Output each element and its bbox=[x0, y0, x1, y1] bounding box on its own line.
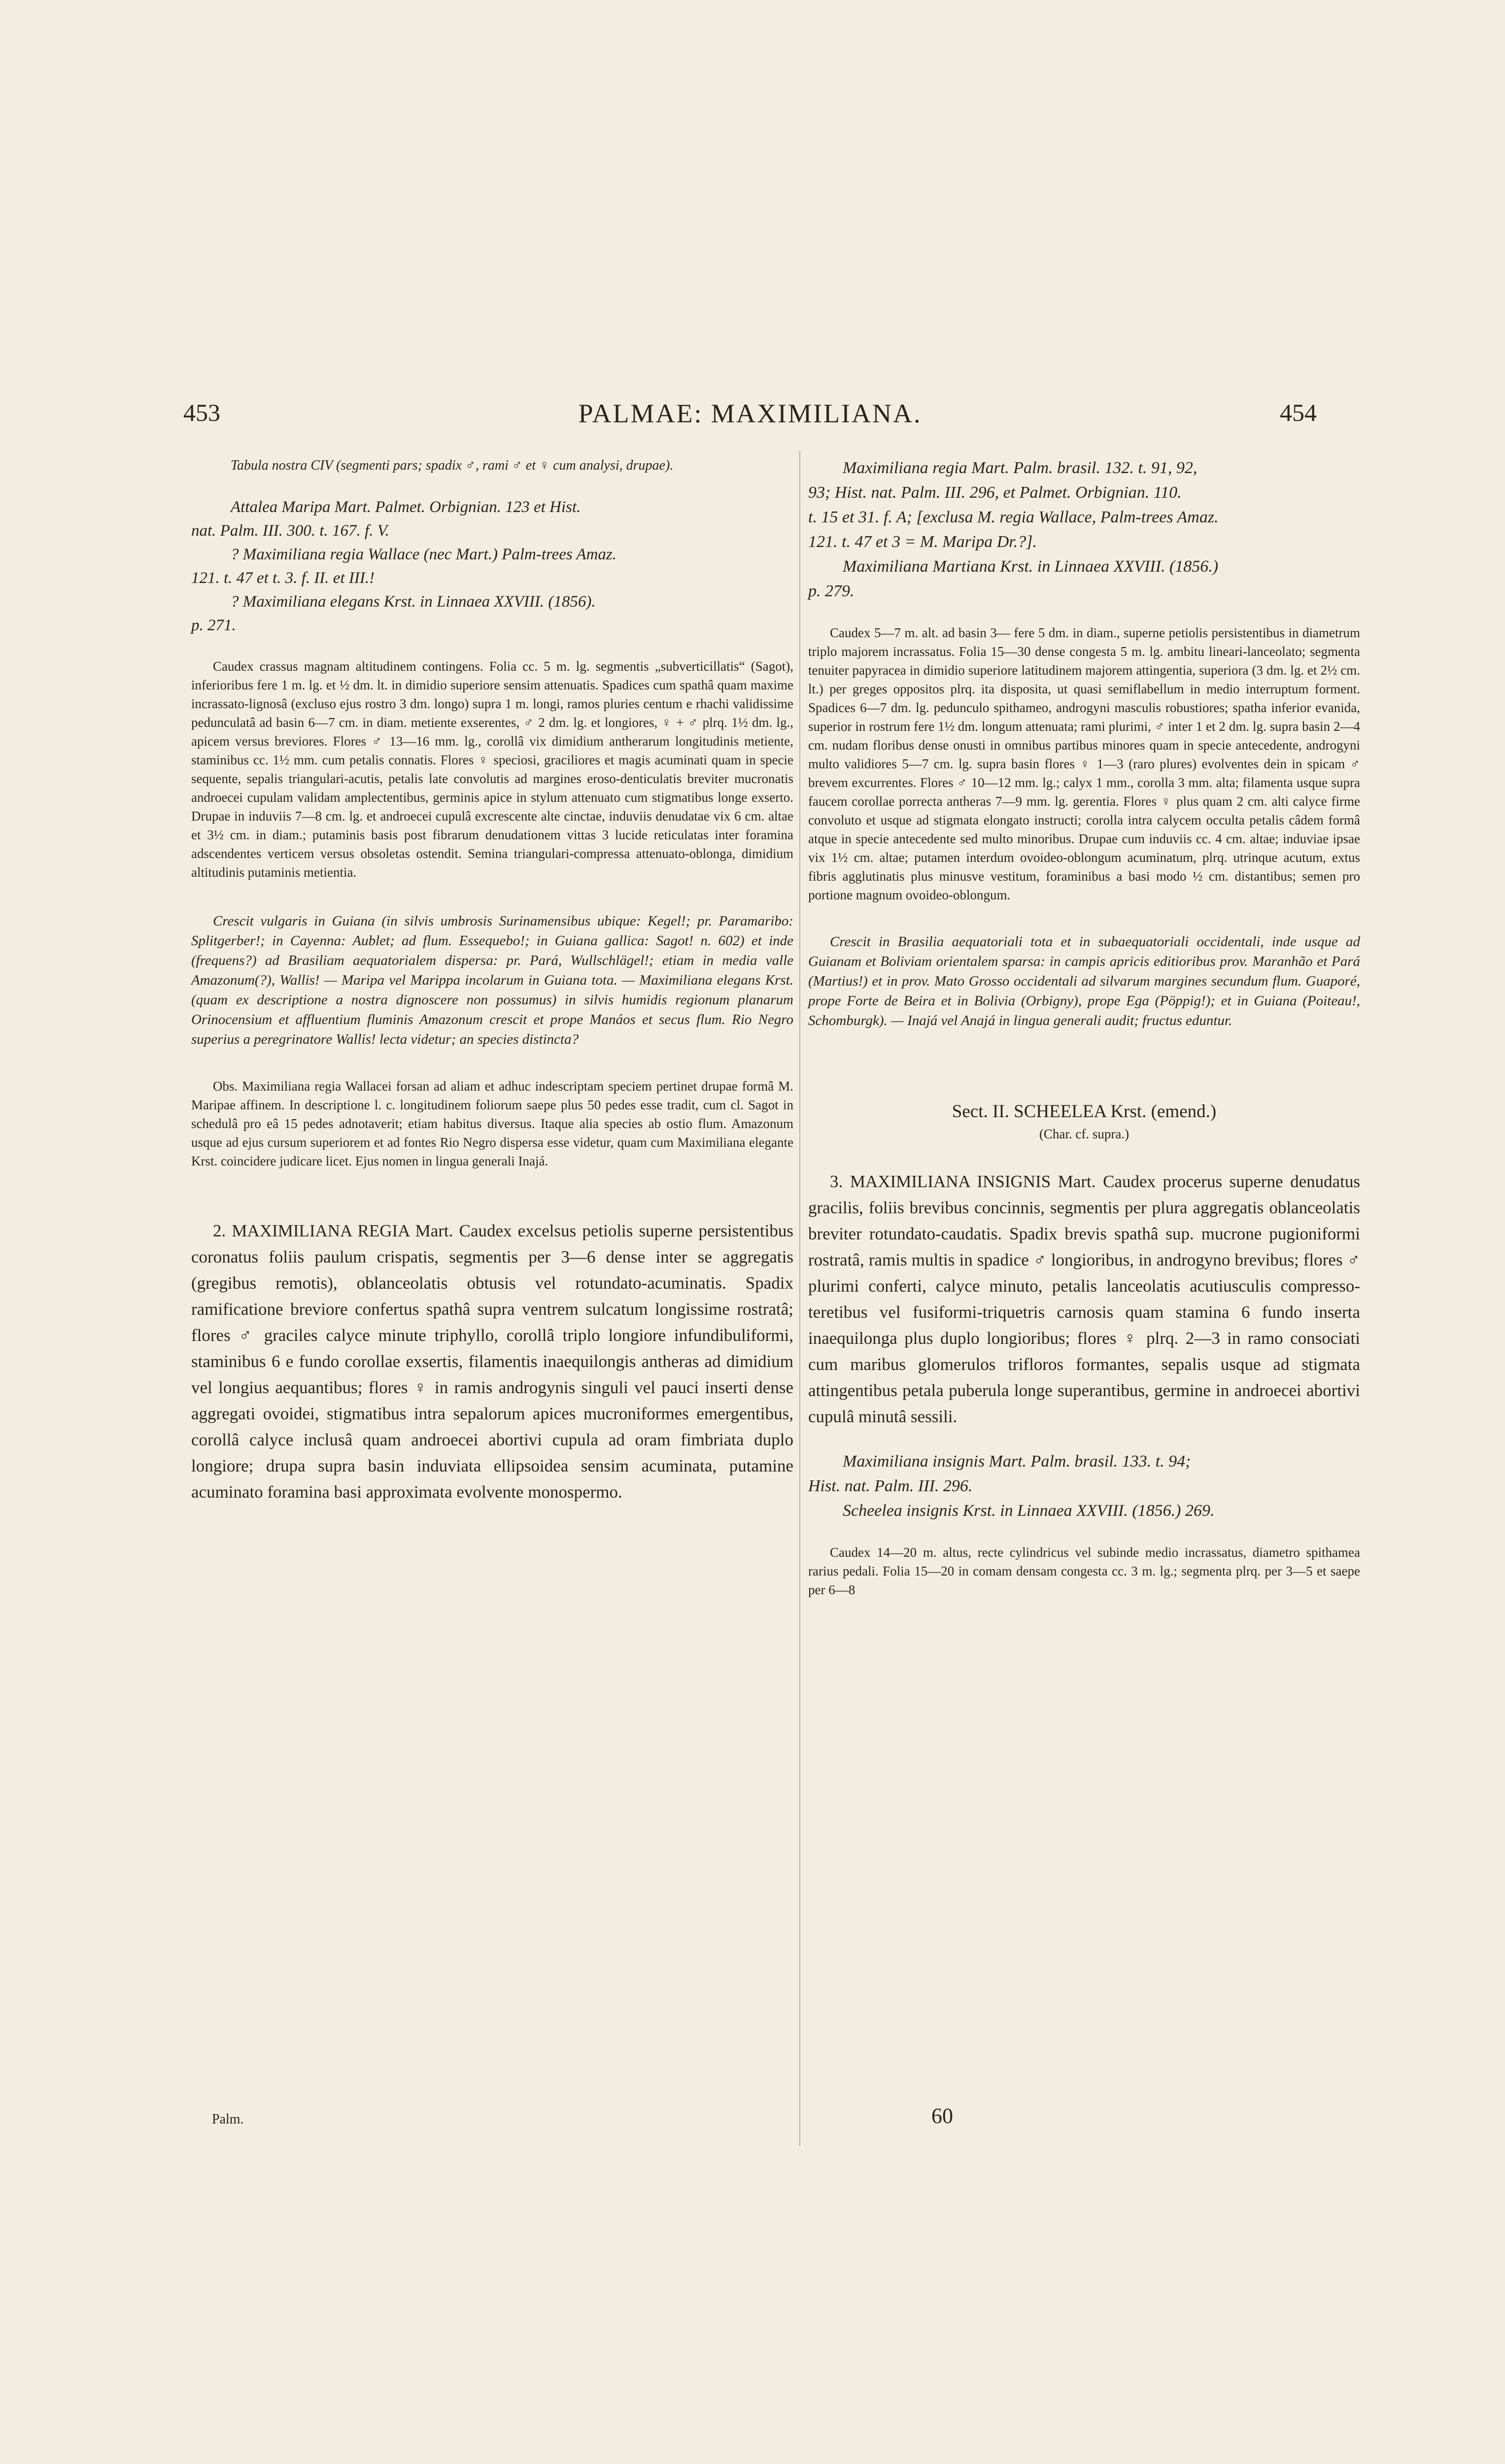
synonymy-block bbox=[191, 495, 793, 637]
synonym-line: p. 271. bbox=[191, 616, 236, 634]
species-diagnosis-text: Caudex excelsus petiolis superne persistentibus coronatus foliis paulum crispatis, segmentis per 3—6 dense inter se aggregatis (gregibus remotis), oblanceolatis obtusis vel rotundato-acuminatis. Spadix ramificatione breviore confertus spathâ supra ventrem sulcatum longissime rostratâ; flores ♂ graciles calyce minute triphyllo, corollâ triplo longiore infundibuliformi, staminibus 6 e fundo corollae exsertis, filamentis inaequilongis antheras ad dimidium vel longius aequantibus; flores ♀ in ramis androgynis singuli vel pauci inserti dense aggregati ovoidei, stigmatibus intra sepalorum apices mucroniformes emergentibus, corollâ calyce inclusâ quam androecei abortivi cupula ad oram fimbriata duplo longiore; drupa supra basin induviata ellipsoidea sensim acuminata, putamine acuminato foramina basi approximata evolvente monospermo. bbox=[191, 1221, 793, 1502]
description-paragraph: Caudex 14—20 m. altus, recte cylindricus vel subinde medio incrassatus, diametro spithamea rarius pedali. Folia 15—20 in comam densam congesta cc. 3 m. lg.; segmenta plrq. per 3—5 et saepe per 6—8 bbox=[808, 1545, 1360, 1597]
synonymy-block bbox=[808, 456, 1360, 604]
synonym-line: ? Maximiliana elegans Krst. in Linnaea XXVIII. (1856). bbox=[231, 593, 596, 611]
synonym-line: 93; Hist. nat. Palm. III. 296, et Palmet. Orbignian. 110. bbox=[808, 483, 1182, 502]
synonymy-block bbox=[808, 1449, 1360, 1523]
species-heading: 2. MAXIMILIANA REGIA Mart. bbox=[213, 1221, 453, 1240]
synonym-line: ? Maximiliana regia Wallace (nec Mart.) Palm-trees Amaz. bbox=[231, 546, 616, 563]
running-title: PALMAE: MAXIMILIANA. bbox=[578, 399, 922, 428]
section-heading: Sect. II. SCHEELEA Krst. (emend.) bbox=[952, 1101, 1217, 1122]
habitat-paragraph: Crescit in Brasilia aequatoriali tota et in subaequatoriali occidentali, inde usque ad Guianam et Boliviam orientalem sparsa: in campis apricis editioribus prov. Maranhão et Pará (Martius!) et in prov. Mato Grosso occidentali ad silvarum margines secundum flum. Guaporé, prope Forte de Beira et in Bolivia (Orbigny), prope Ega (Pöppig!); et in Guiana (Poiteau!, Schomburgk). — Inajá vel Anajá in lingua generali audit; fructus eduntur. bbox=[808, 934, 1360, 1028]
signature-mark: 60 bbox=[931, 2104, 953, 2128]
observation-paragraph: Obs. Maximiliana regia Wallacei forsan ad aliam et adhuc indescriptam speciem pertinet drupae formâ M. Maripae affinem. In descriptione l. c. longitudinem foliorum saepe plus 50 pedes esse tradit, cum cl. Sagot in schedulâ pro eâ 15 pedes adnotaverit; etiam habitus diversus. Itaque alia species ab ostio flum. Amazonum usque ad ejus cursum superiorem et ad fontes Rio Negro dispersa esse videtur, quam cum Maximiliana elegante Krst. coincidere judicare licet. Ejus nomen in lingua generali Inajá. bbox=[191, 1079, 793, 1168]
synonym-line: Maximiliana regia Mart. Palm. brasil. 132. t. 91, 92, bbox=[843, 459, 1197, 477]
synonym-line: t. 15 et 31. f. A; [exclusa M. regia Wallace, Palm-trees Amaz. bbox=[808, 508, 1219, 526]
species-heading: 3. MAXIMILIANA INSIGNIS Mart. bbox=[830, 1172, 1096, 1191]
page-number-left: 453 bbox=[183, 399, 220, 426]
habitat-paragraph: Crescit vulgaris in Guiana (in silvis umbrosis Surinamensibus ubique: Kegel!; pr. Paramaribo: Splitgerber!; in Cayenna: Aublet; ad flum. Essequebo!; in Guiana gallica: Sagot! n. 602) et inde (frequens?) ad Brasiliam aequatorialem dispersa: pr. Pará, Wullschlägel!; etiam in media valle Amazonum(?), Wallis! — Maripa vel Marippa incolarum in Guiana tota. — Maximiliana elegans Krst. (quam ex descriptione a nostra dignoscere non possumus) in silvis humidis regionum planarum Orinocensium et affluentium fluminis Amazonum crescit et prope Manáos et secus flum. Rio Negro superius a peregrinatore Wallis! lecta videtur; an species distincta? bbox=[191, 913, 793, 1047]
synonym-line: Attalea Maripa Mart. Palmet. Orbignian. 123 et Hist. bbox=[231, 498, 581, 516]
column-divider bbox=[799, 451, 800, 2146]
synonym-line: Maximiliana insignis Mart. Palm. brasil. 133. t. 94; bbox=[843, 1452, 1191, 1471]
species-diagnosis bbox=[808, 1168, 1360, 1430]
plate-note: Tabula nostra CIV (segmenti pars; spadix ♂, rami ♂ et ♀ cum analysi, drupae). bbox=[231, 458, 674, 473]
section-subheading: (Char. cf. supra.) bbox=[1039, 1127, 1129, 1141]
footer-signature-left: Palm. bbox=[212, 2112, 244, 2127]
synonym-line: 121. t. 47 et 3 = M. Maripa Dr.?]. bbox=[808, 533, 1037, 551]
synonym-line: nat. Palm. III. 300. t. 167. f. V. bbox=[191, 522, 389, 540]
species-diagnosis bbox=[191, 1218, 793, 1505]
left-column bbox=[191, 456, 793, 1505]
synonym-line: 121. t. 47 et t. 3. f. II. et III.! bbox=[191, 569, 375, 587]
running-head bbox=[183, 398, 1317, 438]
page-number-right: 454 bbox=[1280, 399, 1317, 426]
description-paragraph: Caudex 5—7 m. alt. ad basin 3— fere 5 dm. in diam., superne petiolis persistentibus in diametrum triplo majorem incrassatus. Folia 15—30 dense congesta 5 m. lg. ambitu lineari-lanceolato; segmenta tenuiter papyracea in dimidio superiore latitudinem majorem attingentia, superiora (3 dm. lg. et 2½ cm. lt.) per greges oppositos plrq. ita disposita, ut quasi semiflabellum in medio interruptum forment. Spadices 6—7 dm. lg. pedunculo spithameo, androgyni masculis robustiores; spatha inferior evanida, superior in rostrum fere 1½ dm. longum attenuata; rami plurimi, ♂ inter 1 et 2 dm. lg. supra basin 2—4 cm. nudam floribus dense onusti in omnibus partibus minores quam in specie antecedente, androgyni multo validiores 5—7 cm. lg. supra basin flores ♀ 1—3 (raro plures) evolventes dein in spicam ♂ brevem excurrentes. Flores ♂ 10—12 mm. lg.; calyx 1 mm., corolla 3 mm. alta; filamenta usque supra faucem corollae porrecta antheras 7—9 mm. lg. gerentia. Flores ♀ plus quam 2 cm. alti calyce firme convoluto et usque ad stigmata elongato instructi; corolla intra calycem occulta petalis câdem formâ atque in specie antecedente sed multo minoribus. Drupae cum induviis cc. 4 cm. altae; induviae ipsae vix 1½ cm. altae; putamen interdum ovoideo-oblongum acuminatum, plrq. utrinque acutum, extus fibris agglutinatis plus minusve vestitum, foraminibus a basi modo ½ cm. distantibus; semen pro portione magnum ovoideo-oblongum. bbox=[808, 625, 1360, 902]
description-paragraph: Caudex crassus magnam altitudinem contingens. Folia cc. 5 m. lg. segmentis „subverticillatis“ (Sagot), inferioribus fere 1 m. lg. et ½ dm. lt. in dimidio superiore sensim attenuatis. Spadices cum spathâ quam maxime incrassato-lignosâ (excluso ejus rostro 3 dm. longo) supra 1 m. longi, ramos pluries centum e rhachi validissime pedunculatâ ad basin 6—7 cm. in diam. metiente exserentes, ♂ 2 dm. lg. et longiores, ♀ + ♂ plrq. 1½ dm. lg., apicem versus breviores. Flores ♂ 13—16 mm. lg., corollâ vix dimidium antherarum longitudinis metiente, staminibus cc. 1½ mm. cum petalis connatis. Flores ♀ speciosi, graciliores et magis acuminati quam in specie sequente, sepalis triangulari-acutis, petalis late convolutis ad margines eroso-denticulatis breviter mucronatis androecei cupulam validam amplectentibus, germinis apice in stylum attenuato cum stigmatibus longe exserto. Drupae in induviis 7—8 cm. lg. et androecei cupulâ excrescente alte cinctae, induviis denudatae vix 6 cm. altae et 3½ cm. in diam.; putaminis basis post fibrarum denudationem vittas 3 lucide reticulatas inter foramina adscendentes verticem versus obsoletas ostendit. Semina triangulari-compressa attenuato-oblonga, dimidium altitudinis putaminis metientia. bbox=[191, 659, 793, 880]
synonym-line: Scheelea insignis Krst. in Linnaea XXVIII. (1856.) 269. bbox=[843, 1502, 1215, 1520]
synonym-line: Hist. nat. Palm. III. 296. bbox=[808, 1477, 973, 1495]
synonym-line: p. 279. bbox=[808, 582, 855, 600]
synonym-line: Maximiliana Martiana Krst. in Linnaea XXVIII. (1856.) bbox=[843, 557, 1219, 576]
species-diagnosis-text: Caudex procerus superne denudatus gracilis, foliis brevibus concinnis, segmentis per plura aggregatis oblanceolatis breviter rotundato-caudatis. Spadix brevis spathâ sup. mucrone pugioniformi rostratâ, ramis multis in spadice ♂ longioribus, in androgyno brevibus; flores ♂ plurimi conferti, calyce minuto, petalis lanceolatis acutiusculis compresso-teretibus vel fusiformi-triquetris carnosis quam stamina 6 fundo inserta inaequilonga plus duplo longioribus; flores ♀ plrq. 2—3 in ramo consociati cum maribus glomerulos trifloros formantes, sepalis usque ad stigmata attingentibus petala puberula longe superantibus, germine in androecei abortivi cupulâ minutâ sessili. bbox=[808, 1172, 1360, 1426]
right-column bbox=[808, 456, 1360, 1599]
